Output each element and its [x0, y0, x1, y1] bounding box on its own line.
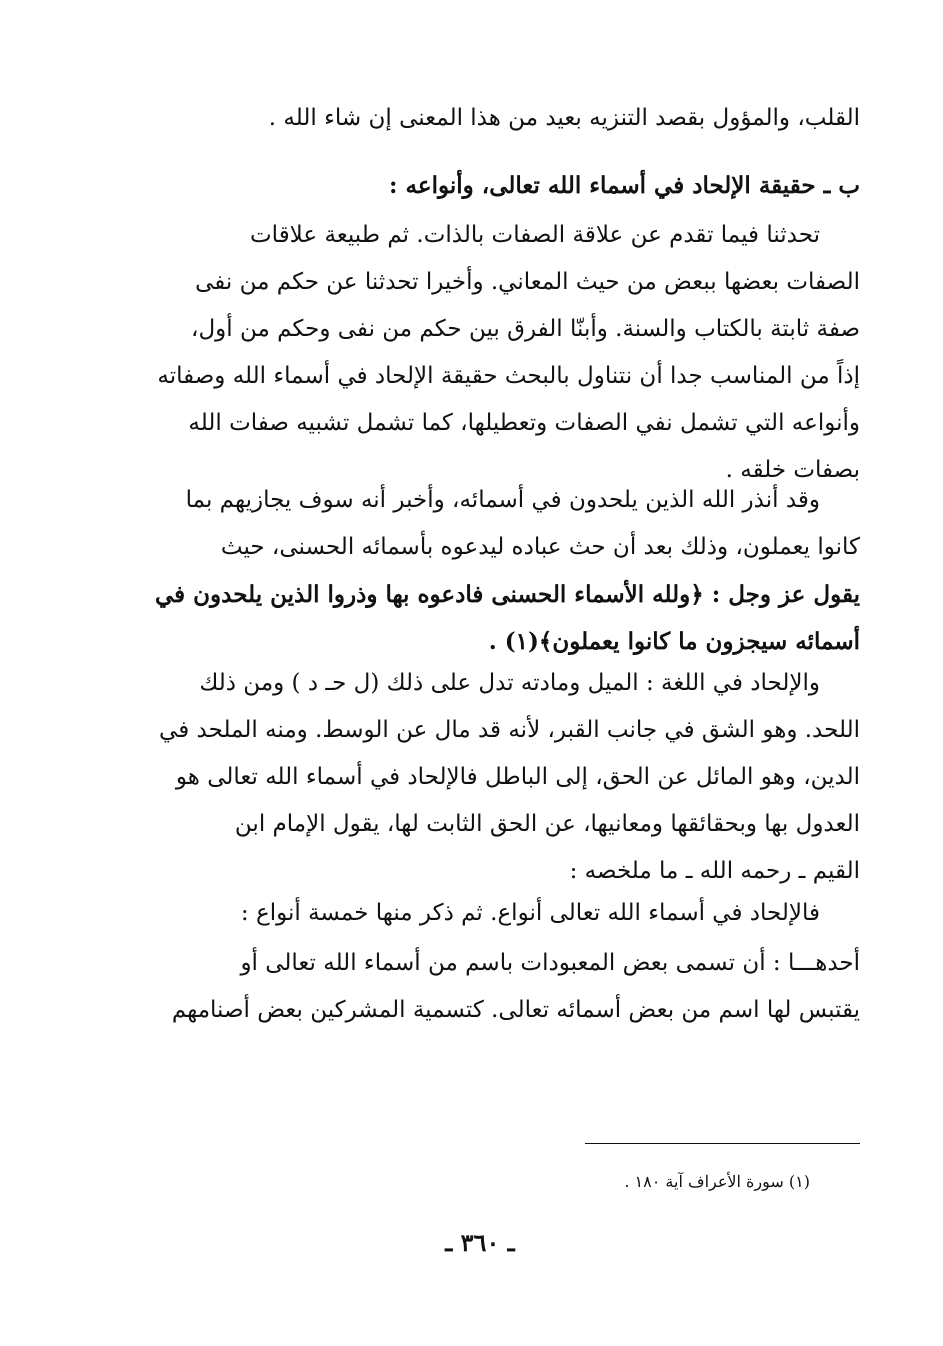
paragraph-first-type [140, 940, 860, 1034]
text-line: العدول بها وبحقائقها ومعانيها، عن الحق الثابت لها، يقول الإمام ابن [234, 811, 860, 837]
text-line: صفة ثابتة بالكتاب والسنة. وأبنّا الفرق بين حكم من نفى وحكم من أول، [191, 316, 860, 342]
text-line: تحدثنا فيما تقدم عن علاقة الصفات بالذات. ثم طبيعة علاقات [250, 222, 820, 248]
text-line: أحدهـــا : أن تسمى بعض المعبودات باسم من أسماء الله تعالى أو [240, 950, 860, 976]
text-line: فالإلحاد في أسماء الله تعالى أنواع. ثم ذكر منها خمسة أنواع : [240, 900, 820, 926]
paragraph-quran-verse [140, 477, 860, 665]
text-line: القلب، والمؤول بقصد التنزيه بعيد من هذا المعنى إن شاء الله . [268, 105, 860, 131]
text-line: يقتبس لها اسم من بعض أسمائه تعالى. كتسمية المشركين بعض أصنامهم [171, 997, 860, 1023]
text-line: والإلحاد في اللغة : الميل ومادته تدل على ذلك (ل حـ د ) ومن ذلك [199, 670, 820, 696]
page-number: ـ ٣٦٠ ـ [445, 1228, 515, 1257]
paragraph-linguistic-definition [140, 660, 860, 895]
text-line: وأنواعه التي تشمل نفي الصفات وتعطيلها، كما تشمل تشبيه صفات الله [188, 410, 860, 436]
paragraph-types-intro [140, 890, 860, 937]
text-line: وقد أنذر الله الذين يلحدون في أسمائه، وأخبر أنه سوف يجازيهم بما [185, 487, 820, 513]
text-line: أسمائه سيجزون ما كانوا يعملون﴾(١) . [488, 628, 860, 655]
text-line: إذاً من المناسب جدا أن نتناول بالبحث حقيقة الإلحاد في أسماء الله وصفاته [157, 363, 860, 389]
text-line: بصفات خلقه . [725, 457, 860, 483]
text-line: القيم ـ رحمه الله ـ ما ملخصه : [569, 858, 860, 884]
paragraph-intro [140, 212, 860, 494]
footnote-divider [585, 1143, 860, 1144]
text-line: الدين، وهو المائل عن الحق، إلى الباطل فالإلحاد في أسماء الله تعالى هو [175, 764, 860, 790]
text-line: كانوا يعملون، وذلك بعد أن حث عباده ليدعوه بأسمائه الحسنى، حيث [220, 534, 860, 560]
text-line: اللحد. وهو الشق في جانب القبر، لأنه قد مال عن الوسط. ومنه الملحد في [159, 717, 860, 743]
text-line: الصفات بعضها ببعض من حيث المعاني. وأخيرا تحدثنا عن حكم من نفى [195, 269, 860, 295]
footnote: (١) سورة الأعراف آية ١٨٠ . [624, 1172, 810, 1191]
paragraph-continuation [140, 95, 860, 142]
text-line: يقول عز وجل : ﴿ولله الأسماء الحسنى فادعوه بها وذروا الذين يلحدون في [154, 581, 860, 608]
section-heading: ب ـ حقيقة الإلحاد في أسماء الله تعالى، وأنواعه : [389, 172, 860, 199]
